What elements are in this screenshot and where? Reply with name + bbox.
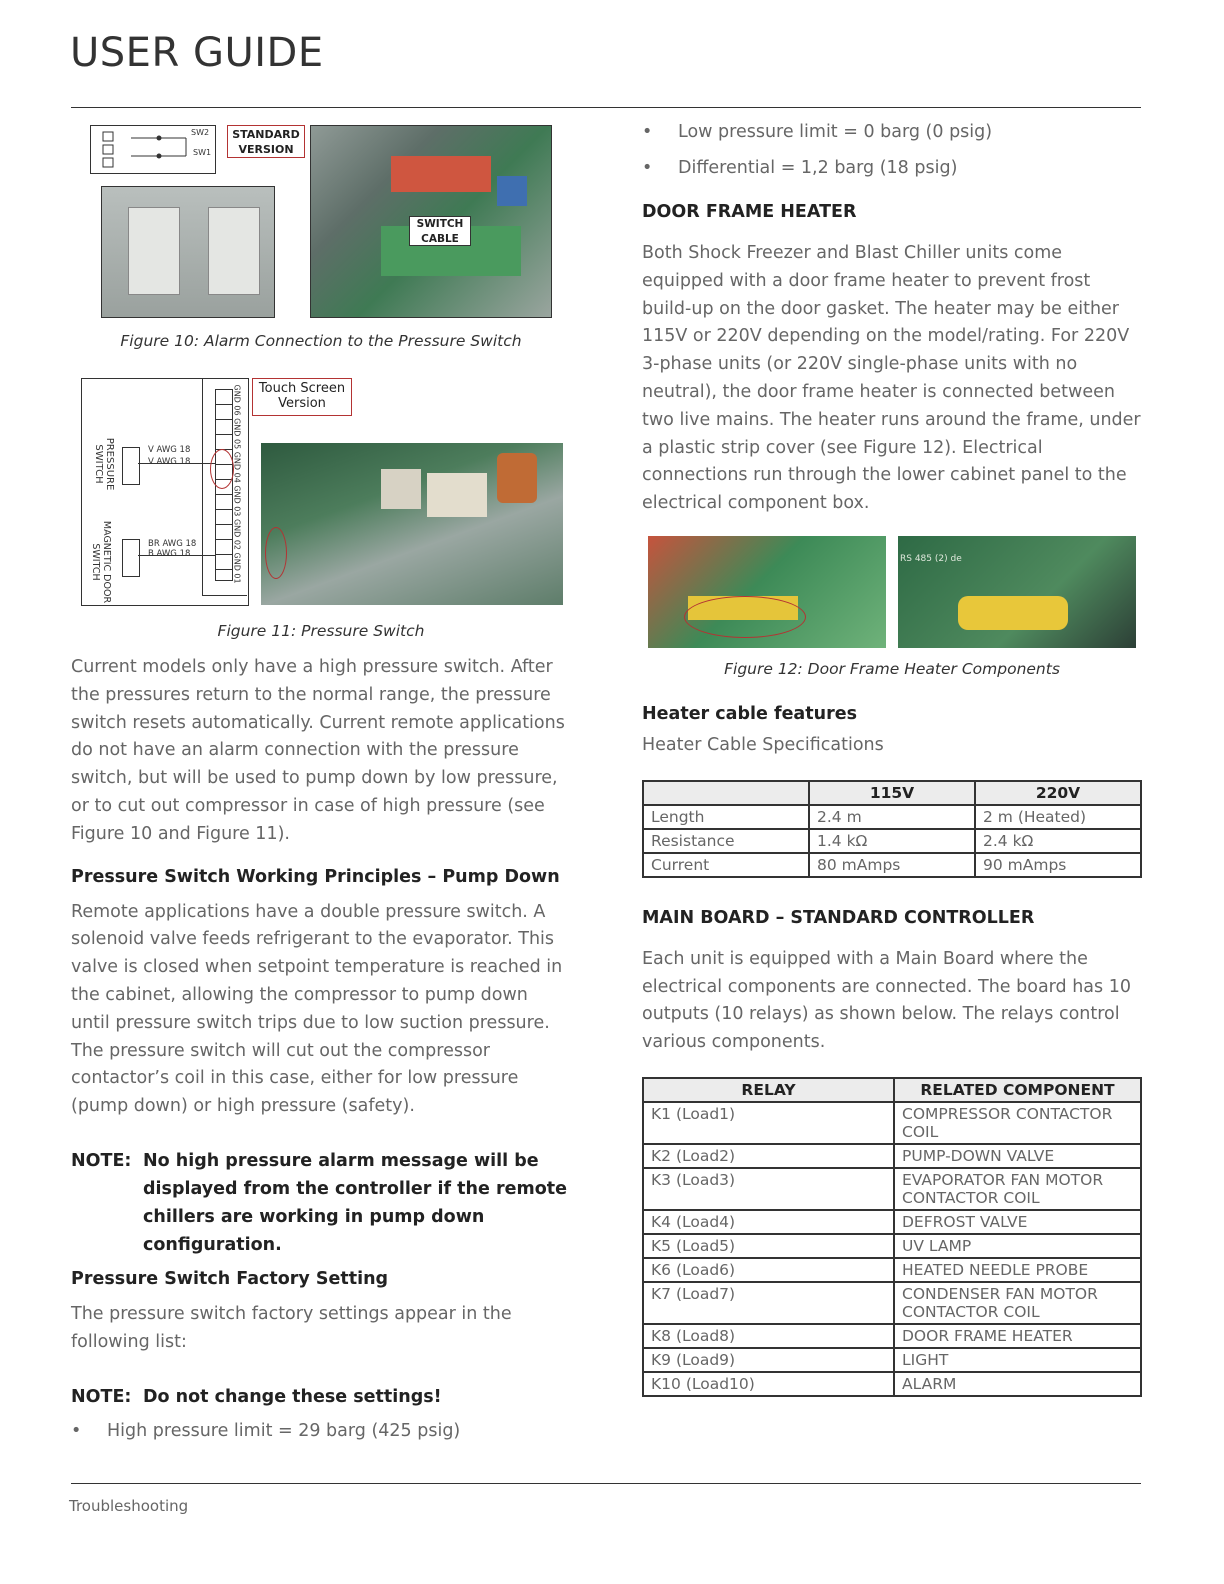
door-frame-heater-paragraph: Both Shock Freezer and Blast Chiller units come equipped with a door frame heater to prevent frost build-up on the door gasket. The heater may be either 115V or 220V depending on the model/rating. For 220V 3-phase units (or 220V single-phase units with no neutral), the door frame heater is connected between two live mains. The heater runs around the frame, under a plastic strip cover (see Figure 12). Electrical connections run through the lower cabinet panel to the electrical component box. <box>642 243 1141 514</box>
figure-12 <box>642 536 1142 692</box>
wire-label-1: V AWG 18 <box>148 445 191 455</box>
table-cell: 1.4 kΩ <box>809 829 975 853</box>
bullet-text: Low pressure limit = 0 barg (0 psig) <box>678 122 993 142</box>
footer-rule <box>71 1483 1141 1484</box>
table-cell: CONDENSER FAN MOTOR CONTACTOR COIL <box>894 1282 1141 1324</box>
main-board-paragraph: Each unit is equipped with a Main Board where the electrical components are connected. The board has 10 outputs (10 relays) as shown below. The relays control various components. <box>642 948 1131 1053</box>
table-cell: K4 (Load4) <box>643 1210 894 1234</box>
terminal-labels: GND 06 GND 05 GND 04 GND 03 GND 02 GND 01 <box>232 384 242 584</box>
table-header-cell: 115V <box>809 781 975 805</box>
standard-version-label: STANDARD VERSION <box>227 125 305 158</box>
table-row <box>643 1372 1141 1396</box>
table-row <box>643 1258 1141 1282</box>
switch-cable-label: SWITCH CABLE <box>409 216 471 246</box>
bullet-text: High pressure limit = 29 barg (425 psig) <box>107 1420 461 1441</box>
heater-cable-subtitle: Heater Cable Specifications <box>642 734 884 755</box>
note-pump-down <box>71 1147 571 1259</box>
list-item <box>642 118 1142 146</box>
table-row <box>643 1324 1141 1348</box>
table-cell: DOOR FRAME HEATER <box>894 1324 1141 1348</box>
table-cell: Length <box>643 805 809 829</box>
note-text: No high pressure alarm message will be displayed from the controller if the remote chillers are working in pump down configuration. <box>143 1150 567 1255</box>
table-header-cell: RELATED COMPONENT <box>894 1078 1141 1102</box>
magnetic-door-switch-label: MAGNETIC DOOR SWITCH <box>90 520 112 604</box>
wire-label-3: BR AWG 18 <box>148 539 197 549</box>
table-row <box>643 1282 1141 1324</box>
header-rule <box>71 107 1141 108</box>
bullet-dot: • <box>642 158 653 178</box>
note-do-not-change <box>71 1383 571 1411</box>
table-row <box>643 829 1141 853</box>
heater-spec-table <box>642 780 1142 878</box>
table-cell: LIGHT <box>894 1348 1141 1372</box>
table-row <box>643 1102 1141 1144</box>
wire-label-2: V AWG 18 <box>148 457 191 467</box>
figure-11 <box>71 360 571 650</box>
table-cell: 2.4 m <box>809 805 975 829</box>
table-row <box>643 1168 1141 1210</box>
table-cell: K1 (Load1) <box>643 1102 894 1144</box>
table-row <box>643 853 1141 877</box>
table-cell: K7 (Load7) <box>643 1282 894 1324</box>
table-header-row <box>643 781 1141 805</box>
figure-12-caption: Figure 12: Door Frame Heater Components <box>724 659 1060 678</box>
pressure-switch-label: PRESSURE SWITCH <box>93 437 115 491</box>
table-cell: HEATED NEEDLE PROBE <box>894 1258 1141 1282</box>
table-cell: UV LAMP <box>894 1234 1141 1258</box>
table-cell: K10 (Load10) <box>643 1372 894 1396</box>
pump-down-heading: Pressure Switch Working Principles – Pump Down <box>71 866 560 887</box>
table-row <box>643 1348 1141 1372</box>
wire-label-4: B AWG 18 <box>148 549 191 559</box>
list-item <box>642 154 1142 182</box>
table-cell: 90 mAmps <box>975 853 1141 877</box>
right-column <box>642 118 1142 1397</box>
table-cell: K5 (Load5) <box>643 1234 894 1258</box>
bullet-dot: • <box>642 122 653 142</box>
touch-screen-version-label: Touch Screen Version <box>252 378 352 416</box>
relay-table <box>642 1077 1142 1397</box>
factory-setting-heading: Pressure Switch Factory Setting <box>71 1268 389 1289</box>
figure-10-caption: Figure 10: Alarm Connection to the Pressure Switch <box>120 332 522 350</box>
note-text: Do not change these settings! <box>143 1386 442 1407</box>
page-title: USER GUIDE <box>70 30 324 76</box>
table-cell: Resistance <box>643 829 809 853</box>
table-header-cell <box>643 781 809 805</box>
table-cell: K6 (Load6) <box>643 1258 894 1282</box>
table-cell: K3 (Load3) <box>643 1168 894 1210</box>
table-row <box>643 1210 1141 1234</box>
door-frame-heater-heading: DOOR FRAME HEATER <box>642 202 857 222</box>
table-cell: K9 (Load9) <box>643 1348 894 1372</box>
main-board-heading: MAIN BOARD – STANDARD CONTROLLER <box>642 907 1035 928</box>
table-header-row <box>643 1078 1141 1102</box>
heater-connector-photo <box>648 536 886 648</box>
table-cell: K8 (Load8) <box>643 1324 894 1348</box>
table-cell: 2 m (Heated) <box>975 805 1141 829</box>
sw1-label: SW1 <box>193 148 212 157</box>
table-cell: PUMP-DOWN VALVE <box>894 1144 1141 1168</box>
pressure-switch-schematic <box>81 378 249 606</box>
note-label: NOTE: <box>71 1150 132 1171</box>
table-row <box>643 1234 1141 1258</box>
table-cell: K2 (Load2) <box>643 1144 894 1168</box>
left-column <box>71 118 571 1445</box>
factory-setting-paragraph: The pressure switch factory settings appear in the following list: <box>71 1303 512 1352</box>
footer-section-name: Troubleshooting <box>69 1497 189 1515</box>
control-board-photo <box>261 443 563 605</box>
pump-down-paragraph: Remote applications have a double pressure switch. A solenoid valve feeds refrigerant to the evaporator. This valve is closed when setpoint temperature is reached in the cabinet, allowing the compressor to pump down until pressure switch trips due to low suction pressure. The pressure switch will cut out the compressor contactor’s coil in this case, either for low pressure (pump down) or high pressure (safety). <box>71 901 563 1117</box>
bullet-dot: • <box>71 1420 82 1441</box>
pressure-gauge-photo <box>101 186 275 318</box>
figure-11-caption: Figure 11: Pressure Switch <box>217 622 425 640</box>
table-header-cell: 220V <box>975 781 1141 805</box>
table-cell: EVAPORATOR FAN MOTOR CONTACTOR COIL <box>894 1168 1141 1210</box>
table-row <box>643 805 1141 829</box>
table-cell: ALARM <box>894 1372 1141 1396</box>
sw2-label: SW2 <box>191 128 210 137</box>
switch-schematic <box>90 125 216 174</box>
list-item <box>71 1417 571 1445</box>
table-cell: Current <box>643 853 809 877</box>
table-cell: COMPRESSOR CONTACTOR COIL <box>894 1102 1141 1144</box>
table-row <box>643 1144 1141 1168</box>
heater-terminal-photo <box>898 536 1136 648</box>
note-label: NOTE: <box>71 1386 132 1407</box>
table-cell: 2.4 kΩ <box>975 829 1141 853</box>
heater-cable-heading: Heater cable features <box>642 703 857 724</box>
bullet-text: Differential = 1,2 barg (18 psig) <box>678 158 958 178</box>
table-cell: DEFROST VALVE <box>894 1210 1141 1234</box>
table-header-cell: RELAY <box>643 1078 894 1102</box>
board-silkscreen-text: RS 485 (2) de <box>900 553 962 564</box>
table-cell: 80 mAmps <box>809 853 975 877</box>
figure-10 <box>71 118 571 358</box>
pressure-switch-intro: Current models only have a high pressure switch. After the pressures return to the normal range, the pressure switch resets automatically. Current remote applications do not have an alarm connection with the pressure switch, but will be used to pump down by low pressure, or to cut out compressor in case of high pressure (see Figure 10 and Figure 11). <box>71 657 565 844</box>
